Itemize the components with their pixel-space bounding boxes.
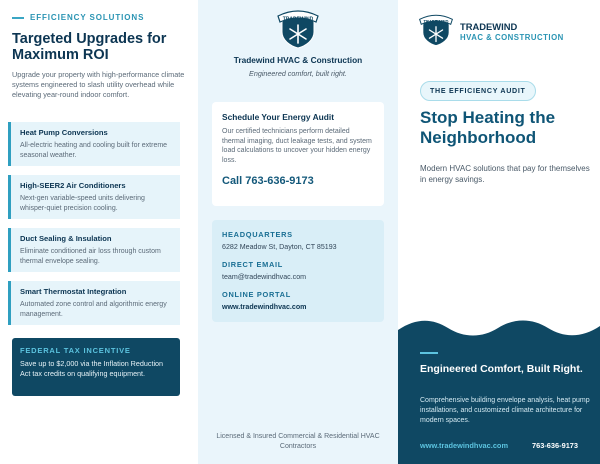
tax-title: FEDERAL TAX INCENTIVE [20, 346, 131, 355]
feature-card-duct-sealing [8, 228, 180, 272]
feature-card-heat-pump [8, 122, 180, 166]
feature-card-seer2 [8, 175, 180, 219]
tax-incentive-box [12, 338, 180, 396]
cover-headline: Stop Heating the Neighborhood [420, 108, 556, 147]
portal-link[interactable]: www.tradewindhvac.com [222, 303, 307, 311]
brand-subline: HVAC & CONSTRUCTION [460, 33, 564, 42]
feature-desc: All-electric heating and cooling built for extreme seasonal weather. [20, 142, 168, 159]
cover-subhead: Modern HVAC solutions that pay for themselves in energy savings. [420, 164, 590, 184]
eyebrow-text: EFFICIENCY SOLUTIONS [30, 13, 145, 22]
feature-title: Duct Sealing & Insulation [20, 234, 112, 243]
accent-bar [420, 352, 438, 354]
feature-card-smart-thermostat [8, 281, 180, 325]
contact-card [212, 220, 384, 322]
audit-badge: THE EFFICIENCY AUDIT [420, 81, 536, 101]
panel-contact [198, 0, 398, 464]
email-link[interactable]: team@tradewindhvac.com [222, 273, 307, 281]
engineered-desc: Comprehensive building envelope analysis, heat pump installations, and customized climate architecture for modern spaces. [420, 397, 590, 424]
schedule-phone-link[interactable]: Call 763-636-9173 [222, 174, 314, 187]
feature-desc: Eliminate conditioned air loss through custom thermal envelope sealing. [20, 248, 161, 265]
eyebrow [12, 13, 144, 22]
feature-desc: Next-gen variable-speed units delivering whisper-quiet precision cooling. [20, 195, 145, 212]
feature-desc: Automated zone control and algorithmic energy management. [20, 301, 167, 318]
panel-upgrades [0, 0, 198, 464]
schedule-title: Schedule Your Energy Audit [222, 112, 334, 122]
logo-text: TRADEWIND [423, 19, 449, 25]
section-title: Targeted Upgrades for Maximum ROI [12, 31, 167, 63]
license-footer: Licensed & Insured Commercial & Residential HVAC Contractors [216, 433, 380, 450]
section-intro: Upgrade your property with high-performance climate systems engineered to slash utility overhead while elevating year-round indoor comfort. [12, 70, 185, 99]
accent-bar [12, 17, 24, 19]
feature-title: Smart Thermostat Integration [20, 287, 127, 296]
feature-title: High-SEER2 Air Conditioners [20, 181, 126, 190]
logo-text: TRADEWIND [282, 16, 314, 23]
hq-label: HEADQUARTERS [222, 230, 293, 239]
feature-title: Heat Pump Conversions [20, 128, 108, 137]
website-link[interactable]: www.tradewindhvac.com [420, 441, 509, 450]
tax-desc: Save up to $2,000 via the Inflation Reduction Act tax credits on qualifying equipment. [20, 359, 164, 378]
phone-link[interactable]: 763-636-9173 [532, 441, 579, 450]
company-name: Tradewind HVAC & Construction [233, 55, 363, 65]
snowflake-shield-logo [276, 8, 320, 50]
panel-cover [398, 0, 600, 464]
snowflake-shield-logo [418, 12, 454, 48]
schedule-desc: Our certified technicians perform detailed thermal imaging, duct leakage tests, and system load calculations to uncover your hidden energy loss. [222, 128, 372, 165]
schedule-card [212, 102, 384, 206]
brand-name: TRADEWIND [460, 21, 518, 32]
company-tagline: Engineered comfort, built right. [249, 69, 347, 78]
hq-address: 6282 Meadow St, Dayton, CT 85193 [222, 243, 337, 251]
engineered-title: Engineered Comfort, Built Right. [420, 363, 583, 375]
email-label: DIRECT EMAIL [222, 260, 283, 269]
portal-label: ONLINE PORTAL [222, 290, 291, 299]
